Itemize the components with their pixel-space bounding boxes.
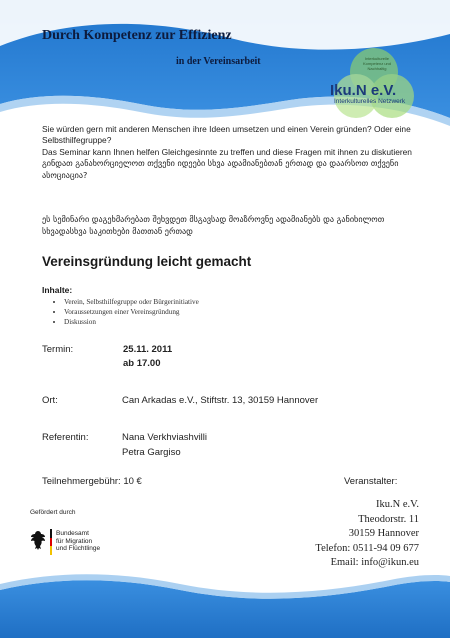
organizer-line: Iku.N e.V. bbox=[376, 499, 419, 510]
agency-line: und Flüchtlinge bbox=[56, 545, 101, 552]
topic-item: • Voraussetzungen einer Vereinsgründung bbox=[64, 307, 199, 317]
organizer-line: Email: info@ikun.eu bbox=[330, 557, 419, 568]
agency-line: für Migration bbox=[56, 537, 93, 545]
funding-agency bbox=[56, 530, 100, 553]
referentin-name: Nana Verkhviashvilli bbox=[122, 432, 208, 443]
organizer-address bbox=[315, 498, 419, 571]
ort-value: Can Arkadas e.V., Stiftstr. 13, 30159 Hannover bbox=[122, 395, 319, 406]
topic-item: • Diskussion bbox=[64, 317, 199, 327]
intro-georgian-1: გინდათ განახორციელოთ თქვენი იდეები სხვა ადამიანებთან ერთად და დაარსოთ თქვენი ასოციაცია? bbox=[42, 158, 399, 180]
flag-stripe bbox=[50, 529, 52, 555]
flyer-subtitle: in der Vereinsarbeit bbox=[176, 56, 261, 67]
termin-time: ab 17.00 bbox=[123, 358, 161, 369]
eagle-emblem-icon bbox=[30, 530, 46, 552]
logo-tagline: Interkulturelles Netzwerk bbox=[334, 98, 406, 105]
termin-label: Termin: bbox=[42, 344, 74, 355]
section-heading: Vereinsgründung leicht gemacht bbox=[42, 254, 252, 269]
flyer-title: Durch Kompetenz zur Effizienz bbox=[42, 28, 232, 43]
intro-line-2: Das Seminar kann Ihnen helfen Gleichgesinnte zu treffen und diese Fragen mit ihnen zu diskutieren bbox=[42, 146, 412, 157]
referentin-label: Referentin: bbox=[42, 432, 89, 443]
intro-georgian-2: ეს სემინარი დაგეხმარებათ შეხვდეთ მსგავსად მოაზროვნე ადამიანებს და განიხილოთ სხვადასხვა საკითხები მათთან ერთად bbox=[42, 214, 385, 236]
fee-text: Teilnehmergebühr: 10 € bbox=[42, 476, 142, 487]
organizer-line: Theodorstr. 11 bbox=[358, 513, 419, 525]
funding-label: Gefördert durch bbox=[30, 509, 76, 516]
ort-label: Ort: bbox=[42, 395, 58, 406]
organizer-line: 30159 Hannover bbox=[348, 528, 419, 539]
bottom-wave bbox=[0, 580, 450, 638]
referentin-name: Petra Gargiso bbox=[122, 447, 181, 458]
agency-line: Bundesamt bbox=[56, 530, 89, 537]
inhalte-label: Inhalte: bbox=[42, 285, 73, 295]
logo-circle-text: Interkulturelle Kompetenz und Nachhaltig bbox=[362, 56, 392, 71]
termin-date: 25.11. 2011 bbox=[123, 344, 173, 355]
organizer-line: Telefon: 0511-94 09 677 bbox=[315, 542, 419, 554]
topic-item: • Verein, Selbsthilfegruppe oder Bürgerinitiative bbox=[64, 297, 199, 307]
veranstalter-label: Veranstalter: bbox=[344, 476, 398, 487]
logo-name: Iku.N e.V. bbox=[330, 82, 397, 99]
topic-list bbox=[52, 297, 199, 327]
intro-text bbox=[42, 124, 422, 181]
intro-line-1: Sie würden gern mit anderen Menschen ihre Ideen umsetzen und einen Verein gründen? Oder eine Selbsthilfegruppe? bbox=[42, 124, 411, 146]
